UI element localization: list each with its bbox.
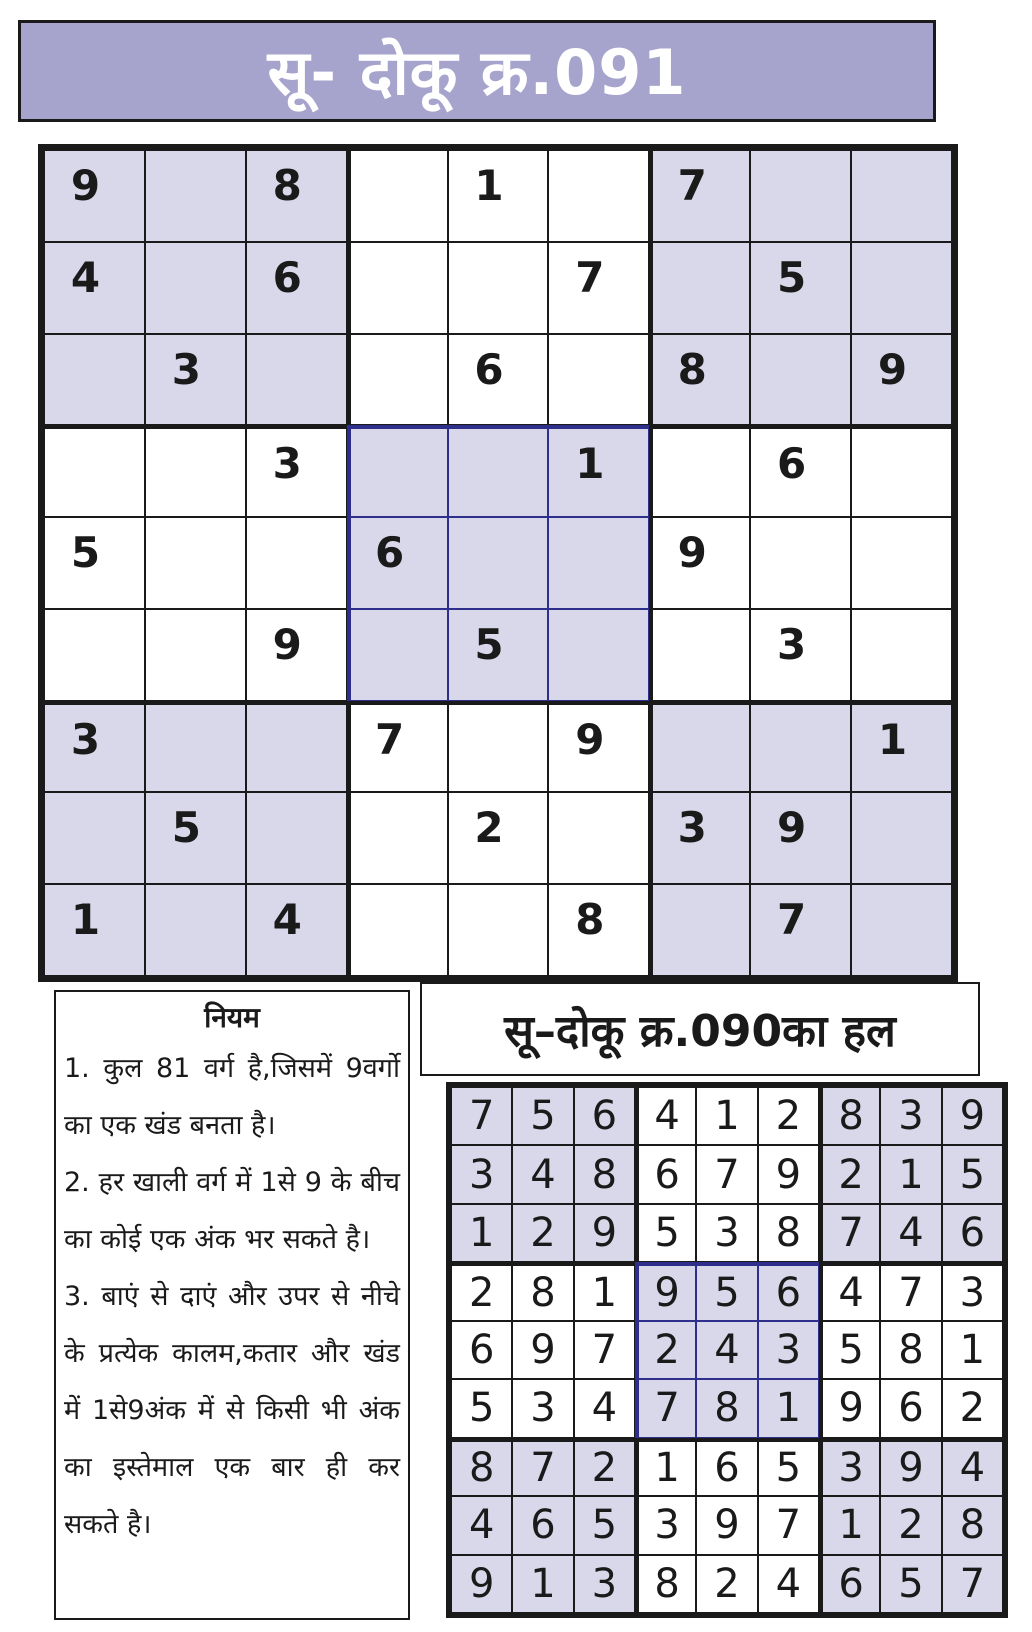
puzzle-cell-r2c2[interactable] [145, 242, 246, 334]
puzzle-cell-r1c1: 9 [44, 150, 145, 242]
solution-cell-r3c3: 9 [574, 1204, 635, 1262]
puzzle-cell-r1c6[interactable] [548, 150, 649, 242]
puzzle-cell-r7c8[interactable] [750, 701, 851, 793]
solution-cell-r9c4: 8 [635, 1555, 696, 1613]
solution-cell-r4c2: 8 [512, 1262, 573, 1320]
solution-cell-r6c2: 3 [512, 1379, 573, 1437]
puzzle-cell-r3c8[interactable] [750, 334, 851, 426]
puzzle-cell-r8c5: 2 [448, 792, 549, 884]
puzzle-cell-r4c9[interactable] [851, 425, 952, 517]
solution-cell-r9c7: 6 [819, 1555, 880, 1613]
puzzle-cell-r4c8: 6 [750, 425, 851, 517]
puzzle-cell-r3c7: 8 [649, 334, 750, 426]
puzzle-cell-r3c9: 9 [851, 334, 952, 426]
puzzle-cell-r6c4[interactable] [347, 609, 448, 701]
puzzle-cell-r1c8[interactable] [750, 150, 851, 242]
solution-cell-r1c4: 4 [635, 1087, 696, 1145]
solution-cell-r8c3: 5 [574, 1496, 635, 1554]
solution-cell-r4c5: 5 [696, 1262, 757, 1320]
puzzle-cell-r7c2[interactable] [145, 701, 246, 793]
puzzle-title: सू- दोकू क्र.091 [267, 36, 687, 109]
solution-cell-r6c8: 6 [880, 1379, 941, 1437]
solution-cell-r1c5: 1 [696, 1087, 757, 1145]
puzzle-cell-r6c9[interactable] [851, 609, 952, 701]
solution-cell-r2c9: 5 [942, 1145, 1003, 1203]
puzzle-cell-r4c5[interactable] [448, 425, 549, 517]
solution-cell-r3c9: 6 [942, 1204, 1003, 1262]
solution-cell-r4c8: 7 [880, 1262, 941, 1320]
puzzle-cell-r2c4[interactable] [347, 242, 448, 334]
puzzle-cell-r4c2[interactable] [145, 425, 246, 517]
puzzle-cell-r2c9[interactable] [851, 242, 952, 334]
solution-cell-r1c1: 7 [451, 1087, 512, 1145]
solution-cell-r2c3: 8 [574, 1145, 635, 1203]
solution-cell-r5c6: 3 [758, 1321, 819, 1379]
puzzle-cell-r8c6[interactable] [548, 792, 649, 884]
rule-item-2: 2. हर खाली वर्ग में 1से 9 के बीच का कोई एक अंक भर सकते है। [64, 1167, 400, 1255]
solution-cell-r2c5: 7 [696, 1145, 757, 1203]
solution-cell-r8c1: 4 [451, 1496, 512, 1554]
solution-cell-r2c6: 9 [758, 1145, 819, 1203]
puzzle-cell-r8c4[interactable] [347, 792, 448, 884]
solution-cell-r6c6: 1 [758, 1379, 819, 1437]
puzzle-cell-r5c9[interactable] [851, 517, 952, 609]
puzzle-cell-r8c1[interactable] [44, 792, 145, 884]
puzzle-cell-r8c7: 3 [649, 792, 750, 884]
puzzle-cell-r1c2[interactable] [145, 150, 246, 242]
puzzle-cell-r5c4: 6 [347, 517, 448, 609]
solution-cell-r9c9: 7 [942, 1555, 1003, 1613]
solution-cell-r3c7: 7 [819, 1204, 880, 1262]
solution-cell-r7c4: 1 [635, 1438, 696, 1496]
puzzle-cell-r1c9[interactable] [851, 150, 952, 242]
solution-cell-r4c9: 3 [942, 1262, 1003, 1320]
puzzle-cell-r6c5: 5 [448, 609, 549, 701]
solution-cell-r5c8: 8 [880, 1321, 941, 1379]
puzzle-cell-r9c5[interactable] [448, 884, 549, 976]
sudoku-puzzle-grid [38, 144, 958, 982]
puzzle-cell-r3c4[interactable] [347, 334, 448, 426]
rule-item-1: 1. कुल 81 वर्ग है,जिसमें 9वर्गो का एक खंड बनता है। [64, 1053, 400, 1141]
solution-cell-r6c1: 5 [451, 1379, 512, 1437]
solution-cell-r1c7: 8 [819, 1087, 880, 1145]
solution-title-box [420, 982, 980, 1076]
solution-cell-r7c9: 4 [942, 1438, 1003, 1496]
puzzle-cell-r9c1: 1 [44, 884, 145, 976]
solution-cell-r3c2: 2 [512, 1204, 573, 1262]
solution-cell-r2c7: 2 [819, 1145, 880, 1203]
solution-cell-r6c3: 4 [574, 1379, 635, 1437]
solution-cell-r5c1: 6 [451, 1321, 512, 1379]
rules-heading: नियम [204, 1001, 260, 1034]
puzzle-cell-r2c5[interactable] [448, 242, 549, 334]
puzzle-cell-r4c7[interactable] [649, 425, 750, 517]
solution-cell-r7c3: 2 [574, 1438, 635, 1496]
solution-cell-r4c3: 1 [574, 1262, 635, 1320]
solution-cell-r6c5: 8 [696, 1379, 757, 1437]
solution-cell-r8c5: 9 [696, 1496, 757, 1554]
puzzle-cell-r7c7[interactable] [649, 701, 750, 793]
puzzle-cell-r8c2: 5 [145, 792, 246, 884]
puzzle-cell-r1c7: 7 [649, 150, 750, 242]
puzzle-cell-r8c9[interactable] [851, 792, 952, 884]
puzzle-cell-r9c2[interactable] [145, 884, 246, 976]
solution-cell-r5c3: 7 [574, 1321, 635, 1379]
solution-cell-r1c8: 3 [880, 1087, 941, 1145]
puzzle-cell-r2c3: 6 [246, 242, 347, 334]
solution-cell-r4c6: 6 [758, 1262, 819, 1320]
solution-cell-r5c9: 1 [942, 1321, 1003, 1379]
solution-cell-r9c5: 2 [696, 1555, 757, 1613]
puzzle-cell-r3c1[interactable] [44, 334, 145, 426]
puzzle-cell-r5c2[interactable] [145, 517, 246, 609]
rule-item-3: 3. बाएं से दाएं और उपर से नीचे के प्रत्येक कालम,कतार और खंड में 1से9अंक में से किसी भी अंक का इस्तेमाल एक बार ही कर सकते है। [64, 1281, 400, 1540]
solution-cell-r7c2: 7 [512, 1438, 573, 1496]
puzzle-cell-r6c2[interactable] [145, 609, 246, 701]
puzzle-cell-r9c4[interactable] [347, 884, 448, 976]
solution-cell-r2c1: 3 [451, 1145, 512, 1203]
puzzle-cell-r4c4[interactable] [347, 425, 448, 517]
puzzle-cell-r6c3: 9 [246, 609, 347, 701]
solution-cell-r4c7: 4 [819, 1262, 880, 1320]
puzzle-cell-r2c6: 7 [548, 242, 649, 334]
puzzle-cell-r2c1: 4 [44, 242, 145, 334]
solution-cell-r7c8: 9 [880, 1438, 941, 1496]
puzzle-cell-r5c3[interactable] [246, 517, 347, 609]
solution-cell-r8c6: 7 [758, 1496, 819, 1554]
solution-cell-r2c4: 6 [635, 1145, 696, 1203]
puzzle-cell-r7c3[interactable] [246, 701, 347, 793]
solution-cell-r4c1: 2 [451, 1262, 512, 1320]
solution-cell-r9c1: 9 [451, 1555, 512, 1613]
solution-cell-r8c2: 6 [512, 1496, 573, 1554]
solution-cell-r6c9: 2 [942, 1379, 1003, 1437]
puzzle-cell-r7c9: 1 [851, 701, 952, 793]
puzzle-cell-r5c7: 9 [649, 517, 750, 609]
solution-cell-r6c7: 9 [819, 1379, 880, 1437]
solution-cell-r1c3: 6 [574, 1087, 635, 1145]
solution-cell-r9c6: 4 [758, 1555, 819, 1613]
solution-cell-r1c9: 9 [942, 1087, 1003, 1145]
solution-cell-r5c2: 9 [512, 1321, 573, 1379]
puzzle-cell-r9c3: 4 [246, 884, 347, 976]
solution-cell-r7c1: 8 [451, 1438, 512, 1496]
rules-box [54, 990, 410, 1620]
puzzle-cell-r6c6[interactable] [548, 609, 649, 701]
solution-title: सू–दोकू क्र.090का हल [504, 1006, 896, 1057]
solution-cell-r4c4: 9 [635, 1262, 696, 1320]
solution-cell-r7c7: 3 [819, 1438, 880, 1496]
solution-cell-r8c7: 1 [819, 1496, 880, 1554]
solution-cell-r8c9: 8 [942, 1496, 1003, 1554]
solution-cell-r9c3: 3 [574, 1555, 635, 1613]
puzzle-cell-r9c8: 7 [750, 884, 851, 976]
puzzle-cell-r3c6[interactable] [548, 334, 649, 426]
puzzle-cell-r7c6: 9 [548, 701, 649, 793]
solution-cell-r5c5: 4 [696, 1321, 757, 1379]
puzzle-cell-r7c5[interactable] [448, 701, 549, 793]
puzzle-cell-r1c3: 8 [246, 150, 347, 242]
puzzle-cell-r3c2: 3 [145, 334, 246, 426]
puzzle-cell-r1c5: 1 [448, 150, 549, 242]
solution-cell-r2c8: 1 [880, 1145, 941, 1203]
puzzle-cell-r8c3[interactable] [246, 792, 347, 884]
solution-cell-r3c4: 5 [635, 1204, 696, 1262]
puzzle-cell-r9c6: 8 [548, 884, 649, 976]
solution-cell-r9c2: 1 [512, 1555, 573, 1613]
solution-cell-r1c6: 2 [758, 1087, 819, 1145]
puzzle-cell-r5c6[interactable] [548, 517, 649, 609]
solution-cell-r8c4: 3 [635, 1496, 696, 1554]
solution-cell-r9c8: 5 [880, 1555, 941, 1613]
puzzle-cell-r4c1[interactable] [44, 425, 145, 517]
puzzle-cell-r5c8[interactable] [750, 517, 851, 609]
puzzle-cell-r8c8: 9 [750, 792, 851, 884]
solution-cell-r3c8: 4 [880, 1204, 941, 1262]
puzzle-cell-r4c6: 1 [548, 425, 649, 517]
puzzle-cell-r9c7[interactable] [649, 884, 750, 976]
puzzle-cell-r9c9[interactable] [851, 884, 952, 976]
puzzle-cell-r5c1: 5 [44, 517, 145, 609]
puzzle-cell-r5c5[interactable] [448, 517, 549, 609]
solution-cell-r1c2: 5 [512, 1087, 573, 1145]
puzzle-cell-r6c7[interactable] [649, 609, 750, 701]
puzzle-cell-r3c5: 6 [448, 334, 549, 426]
solution-cell-r7c5: 6 [696, 1438, 757, 1496]
puzzle-cell-r1c4[interactable] [347, 150, 448, 242]
solution-cell-r8c8: 2 [880, 1496, 941, 1554]
puzzle-cell-r2c7[interactable] [649, 242, 750, 334]
puzzle-title-banner [18, 20, 936, 122]
puzzle-cell-r4c3: 3 [246, 425, 347, 517]
solution-cell-r2c2: 4 [512, 1145, 573, 1203]
puzzle-cell-r7c4: 7 [347, 701, 448, 793]
solution-cell-r5c4: 2 [635, 1321, 696, 1379]
puzzle-cell-r3c3[interactable] [246, 334, 347, 426]
solution-cell-r7c6: 5 [758, 1438, 819, 1496]
puzzle-cell-r7c1: 3 [44, 701, 145, 793]
solution-cell-r3c1: 1 [451, 1204, 512, 1262]
puzzle-cell-r6c8: 3 [750, 609, 851, 701]
solution-cell-r6c4: 7 [635, 1379, 696, 1437]
solution-cell-r5c7: 5 [819, 1321, 880, 1379]
puzzle-cell-r6c1[interactable] [44, 609, 145, 701]
puzzle-cell-r2c8: 5 [750, 242, 851, 334]
solution-cell-r3c6: 8 [758, 1204, 819, 1262]
sudoku-solution-grid [446, 1082, 1008, 1618]
solution-cell-r3c5: 3 [696, 1204, 757, 1262]
